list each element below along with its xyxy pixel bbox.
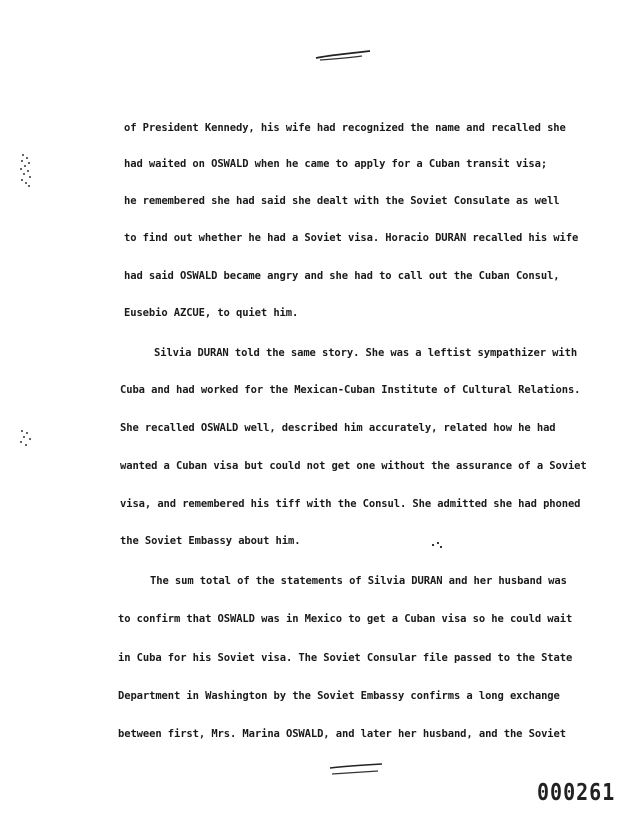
text-line: had said OSWALD became angry and she had to call out the Cuban Consul, bbox=[124, 270, 560, 282]
text-line: between first, Mrs. Marina OSWALD, and later her husband, and the Soviet bbox=[118, 728, 566, 740]
document-number: 000261 bbox=[537, 778, 616, 806]
text-line: in Cuba for his Soviet visa. The Soviet Consular file passed to the State bbox=[118, 652, 573, 664]
footer-scribble-mark bbox=[326, 760, 388, 782]
text-line: had waited on OSWALD when he came to apply for a Cuban transit visa; bbox=[124, 158, 548, 170]
text-line: Eusebio AZCUE, to quiet him. bbox=[124, 307, 299, 319]
margin-speckle-mark bbox=[18, 428, 34, 450]
text-line: to find out whether he had a Soviet visa. Horacio DURAN recalled his wife bbox=[124, 232, 579, 244]
text-line: he remembered she had said she dealt with the Soviet Consulate as well bbox=[124, 195, 560, 207]
text-line: The sum total of the statements of Silvia DURAN and her husband was bbox=[150, 575, 567, 587]
stray-speck-mark bbox=[430, 540, 444, 550]
text-line: Department in Washington by the Soviet Embassy confirms a long exchange bbox=[118, 690, 560, 702]
text-line: the Soviet Embassy about him. bbox=[120, 535, 301, 547]
text-line: of President Kennedy, his wife had recognized the name and recalled she bbox=[124, 122, 566, 134]
margin-speckle-mark bbox=[18, 152, 34, 192]
text-line: visa, and remembered his tiff with the Consul. She admitted she had phoned bbox=[120, 498, 581, 510]
text-line: Silvia DURAN told the same story. She was a leftist sympathizer with bbox=[154, 347, 578, 359]
text-line: to confirm that OSWALD was in Mexico to get a Cuban visa so he could wait bbox=[118, 613, 573, 625]
text-line: wanted a Cuban visa but could not get one without the assurance of a Soviet bbox=[120, 460, 587, 472]
header-scribble-mark bbox=[312, 46, 376, 66]
text-line: She recalled OSWALD well, described him accurately, related how he had bbox=[120, 422, 556, 434]
text-line: Cuba and had worked for the Mexican-Cuban Institute of Cultural Relations. bbox=[120, 384, 581, 396]
